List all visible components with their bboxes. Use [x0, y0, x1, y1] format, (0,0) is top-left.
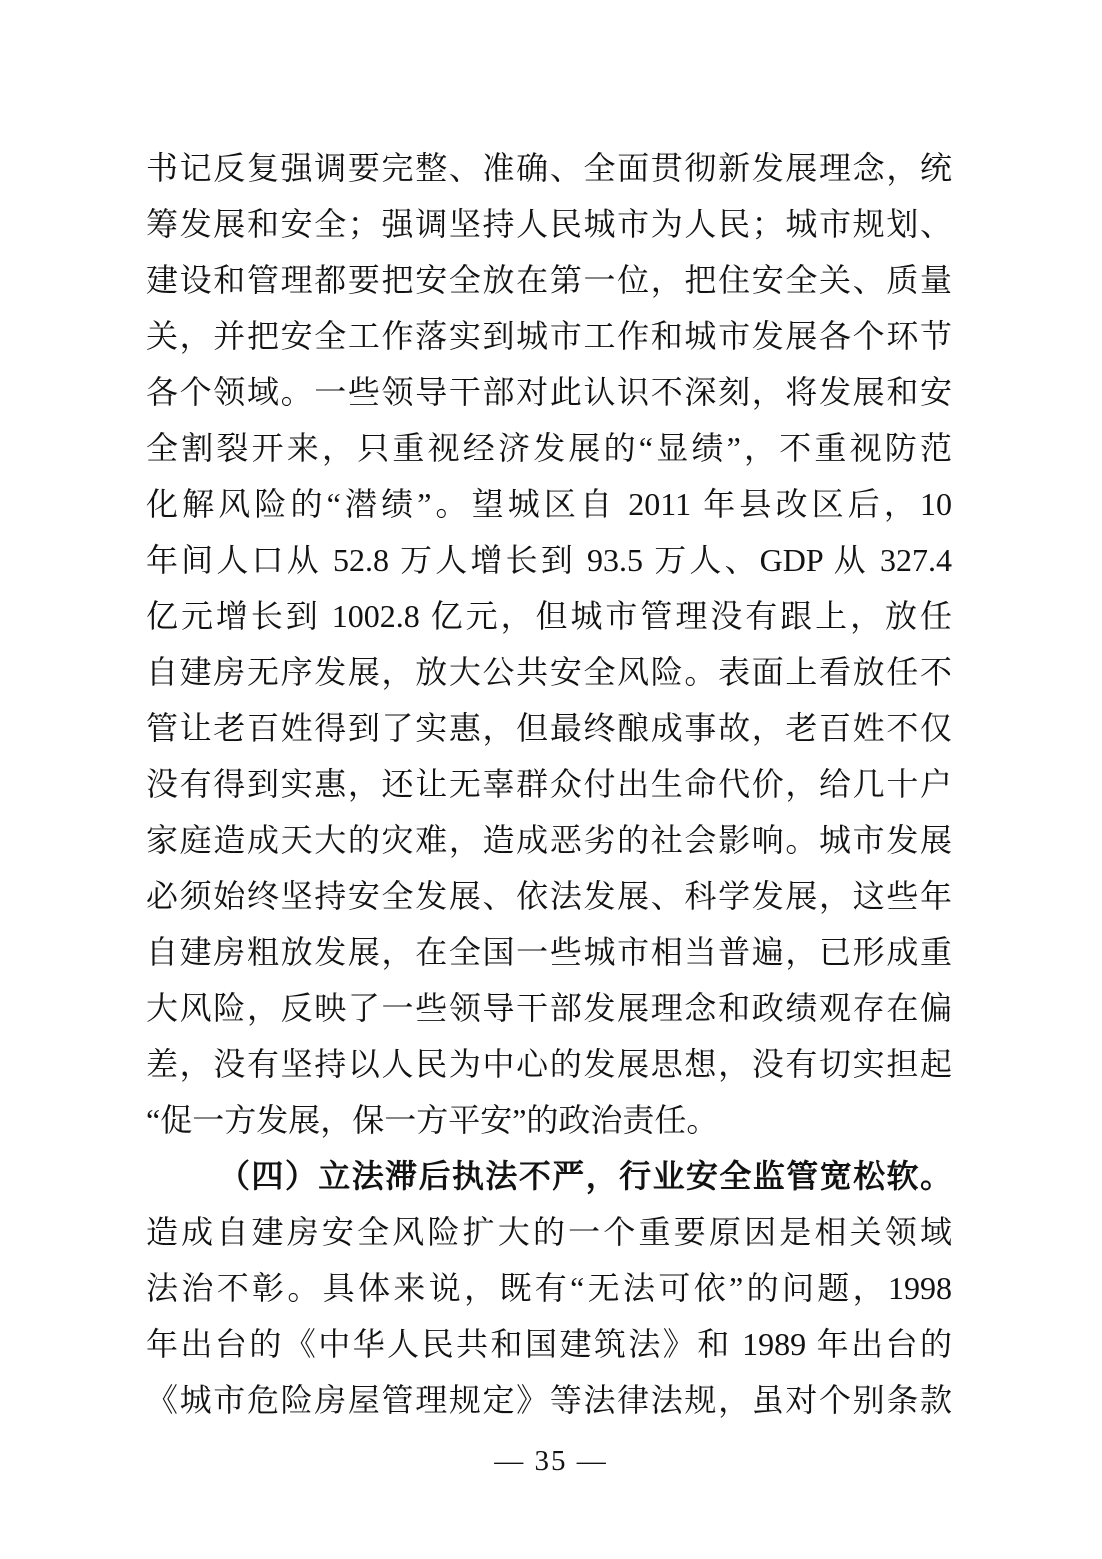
text-line: 年出台的《中华人民共和国建筑法》和 1989 年出台的 [146, 1326, 952, 1362]
page-footer [0, 1444, 1102, 1478]
text-line: 《城市危险房屋管理规定》等法律法规，虽对个别条款 [146, 1382, 952, 1418]
text-line: 年间人口从 52.8 万人增长到 93.5 万人、GDP 从 327.4 [146, 542, 952, 578]
text-line: 化解风险的“潜绩”。望城区自 2011 年县改区后，10 [146, 486, 952, 522]
text-line: 筹发展和安全；强调坚持人民城市为人民；城市规划、 [146, 206, 952, 242]
text-line: 法治不彰。具体来说，既有“无法可依”的问题，1998 [146, 1270, 952, 1306]
text-line: 差，没有坚持以人民为中心的发展思想，没有切实担起 [146, 1046, 952, 1082]
text-line: 自建房粗放发展，在全国一些城市相当普遍，已形成重 [146, 934, 952, 970]
text-line: 造成自建房安全风险扩大的一个重要原因是相关领域 [146, 1214, 952, 1250]
text-line: 建设和管理都要把安全放在第一位，把住安全关、质量 [146, 262, 952, 298]
text-line: 没有得到实惠，还让无辜群众付出生命代价，给几十户 [146, 766, 952, 802]
text-line: 大风险，反映了一些领导干部发展理念和政绩观存在偏 [146, 990, 952, 1026]
text-line: “促一方发展，保一方平安”的政治责任。 [146, 1102, 719, 1138]
text-line: 管让老百姓得到了实惠，但最终酿成事故，老百姓不仅 [146, 710, 952, 746]
text-line: 关，并把安全工作落实到城市工作和城市发展各个环节 [146, 318, 952, 354]
page-number: — 35 — [494, 1445, 608, 1477]
text-line: 书记反复强调要完整、准确、全面贯彻新发展理念，统 [146, 150, 952, 186]
text-line: 家庭造成天大的灾难，造成恶劣的社会影响。城市发展 [146, 822, 952, 858]
section-heading: （四）立法滞后执法不严，行业安全监管宽松软。 [218, 1158, 952, 1194]
text-line: 必须始终坚持安全发展、依法发展、科学发展，这些年 [146, 878, 952, 914]
text-line: 各个领域。一些领导干部对此认识不深刻，将发展和安 [146, 374, 952, 410]
text-line: 亿元增长到 1002.8 亿元，但城市管理没有跟上，放任 [146, 598, 952, 634]
text-line: 全割裂开来，只重视经济发展的“显绩”，不重视防范 [146, 430, 952, 466]
text-line: 自建房无序发展，放大公共安全风险。表面上看放任不 [146, 654, 952, 690]
document-body [146, 140, 952, 1428]
